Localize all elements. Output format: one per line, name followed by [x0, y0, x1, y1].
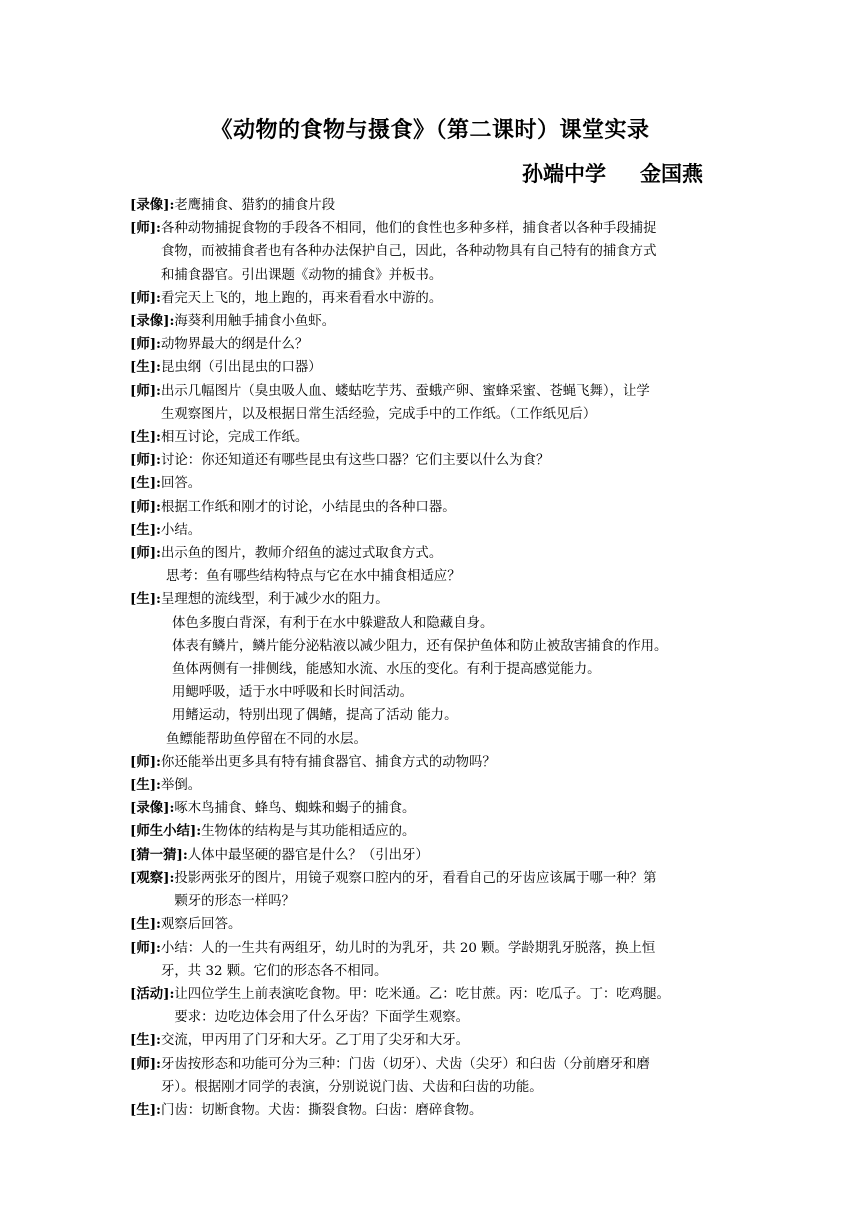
entry-line: 根据工作纸和刚才的讨论，小结昆虫的各种口器。 — [161, 499, 456, 515]
entry-line: 海葵利用触手捕食小鱼虾。 — [174, 314, 336, 330]
entry-line: 看完天上飞的，地上跑的，再来看看水中游的。 — [161, 290, 443, 306]
entry-line: 动物界最大的纲是什么？ — [161, 337, 309, 353]
entry-line: 昆虫纲（引出昆虫的口器） — [161, 360, 322, 376]
entry-line: 小结。 — [161, 522, 202, 538]
entry-text — [161, 287, 736, 310]
fish-features-list — [130, 612, 736, 751]
entry-line: 出示几幅图片（臭虫吸人血、蝼蛄吃芋艿、蚕蛾产卵、蜜蜂采蜜、苍蝇飞舞），让学 — [161, 383, 650, 399]
transcript-entry — [130, 844, 736, 867]
entry-text — [161, 751, 736, 774]
speaker-tag: [生]: — [130, 916, 162, 933]
fish-feature-line: 鱼鳔能帮助鱼停留在不同的水层。 — [166, 731, 367, 747]
transcript-entry — [130, 867, 736, 913]
transcript-entry — [130, 287, 736, 310]
transcript-body — [130, 194, 736, 1122]
speaker-tag: [师]: — [130, 1055, 162, 1072]
entry-text — [161, 333, 736, 356]
speaker-tag: [师]: — [130, 498, 162, 515]
transcript-entry — [130, 983, 736, 1029]
entry-text — [161, 588, 736, 611]
think-question: 思考：鱼有哪些结构特点与它在水中捕食相适应？ — [166, 569, 461, 585]
transcript-entry — [130, 426, 736, 449]
transcript-entry — [130, 751, 736, 774]
entry-line: 交流，甲丙用了门牙和大牙。乙丁用了尖牙和大牙。 — [161, 1033, 469, 1049]
transcript-entry — [130, 194, 736, 217]
transcript-entry — [130, 1029, 736, 1052]
transcript-entry — [130, 472, 736, 495]
entry-line: 呈理想的流线型，利于减少水的阻力。 — [161, 592, 389, 608]
transcript-entry — [130, 797, 736, 820]
entry-text — [161, 1053, 736, 1099]
transcript-entry — [130, 774, 736, 797]
speaker-tag: [录像]: — [130, 197, 175, 213]
entry-line: 讨论：你还知道还有哪些昆虫有这些口器？它们主要以什么为食？ — [161, 453, 550, 469]
entry-line: 食物，而被捕食者也有各种办法保护自己，因此，各种动物具有自己特有的捕食方式 — [161, 244, 657, 260]
author-school: 孙端中学 — [522, 161, 606, 186]
entry-line: 生观察图片，以及根据日常生活经验，完成手中的工作纸。（工作纸见后） — [161, 406, 597, 422]
transcript-entry — [130, 449, 736, 472]
entry-text — [188, 844, 736, 867]
speaker-tag: [生]: — [130, 475, 162, 492]
fish-feature-line: 体表有鳞片，鳞片能分泌粘液以减少阻力，还有保护鱼体和防止被敌害捕食的作用。 — [172, 638, 668, 654]
speaker-tag: [生]: — [130, 1032, 162, 1049]
entry-line: 要求：边吃边体会用了什么牙齿？下面学生观察。 — [174, 1010, 469, 1026]
entry-line: 举倒。 — [161, 778, 202, 794]
speaker-tag: [生]: — [130, 429, 162, 446]
entry-line: 老鹰捕食、猎豹的捕食片段 — [174, 198, 336, 213]
entry-line: 啄木鸟捕食、蜂鸟、蜘蛛和蝎子的捕食。 — [174, 801, 416, 817]
speaker-tag: [观察]: — [130, 869, 175, 886]
entry-line: 生物体的结构是与其功能相适应的。 — [201, 824, 416, 840]
transcript-entry — [130, 588, 736, 611]
transcript-section-1 — [130, 194, 736, 565]
entry-text — [161, 496, 736, 519]
fish-feature-line: 用鳍运动，特别出现了偶鳍，提高了活动 能力。 — [172, 708, 458, 724]
entry-text — [161, 1099, 736, 1122]
speaker-tag: [师]: — [130, 382, 162, 399]
entry-line: 小结：人的一生共有两组牙，幼儿时的为乳牙，共 20 颗。学龄期乳牙脱落，换上恒 — [161, 940, 656, 956]
entry-line: 回答。 — [161, 476, 202, 492]
speaker-tag: [师]: — [130, 753, 162, 770]
speaker-tag: [录像]: — [130, 313, 175, 330]
entry-line: 人体中最坚硬的器官是什么？（引出牙） — [187, 847, 429, 863]
speaker-tag: [师]: — [130, 220, 162, 237]
transcript-section-2 — [130, 751, 736, 1122]
speaker-tag: [师]: — [130, 939, 162, 956]
transcript-entry — [130, 913, 736, 936]
transcript-entry — [130, 1053, 736, 1099]
entry-line: 各种动物捕捉食物的手段各不相同，他们的食性也多种多样，捕食者以各种手段捕捉 — [161, 221, 657, 237]
speaker-tag: [师生小结]: — [130, 823, 202, 840]
speaker-tag: [猜一猜]: — [130, 846, 188, 863]
speaker-tag: [生]: — [130, 521, 162, 538]
entry-text — [161, 472, 736, 495]
fish-feature-line: 体色多腹白背深，有利于在水中躲避敌人和隐藏自身。 — [172, 615, 494, 631]
transcript-entry — [130, 496, 736, 519]
entry-text — [174, 983, 736, 1029]
entry-text — [174, 867, 736, 913]
entry-text — [161, 519, 736, 542]
entry-line: 牙齿按形态和功能可分为三种：门齿（切牙）、犬齿（尖牙）和臼齿（分前磨牙和磨 — [161, 1056, 650, 1072]
transcript-entry — [130, 310, 736, 333]
entry-line: 相互讨论，完成工作纸。 — [161, 430, 309, 446]
speaker-tag: [生]: — [130, 359, 162, 376]
speaker-tag: [生]: — [130, 591, 162, 608]
entry-text — [161, 217, 736, 287]
document-title: 《动物的食物与摄食》（第二课时）课堂实录 — [210, 117, 650, 143]
entry-line: 让四位学生上前表演吃食物。甲：吃米通。乙：吃甘蔗。丙：吃瓜子。丁：吃鸡腿。 — [174, 986, 670, 1002]
transcript-entry — [130, 937, 736, 983]
entry-text — [201, 820, 736, 843]
entry-text — [174, 797, 736, 820]
author-line — [522, 158, 703, 188]
transcript-entry — [130, 542, 736, 565]
author-name: 金国燕 — [640, 161, 703, 186]
entry-line: 观察后回答。 — [161, 917, 242, 933]
entry-line: 出示鱼的图片，教师介绍鱼的滤过式取食方式。 — [161, 546, 443, 562]
entry-line: 牙）。根据刚才同学的表演，分别说说门齿、犬齿和臼齿的功能。 — [161, 1079, 543, 1095]
entry-text — [161, 356, 736, 379]
entry-text — [161, 913, 736, 936]
transcript-entry — [130, 217, 736, 287]
entry-text — [161, 542, 736, 565]
speaker-tag: [生]: — [130, 777, 162, 794]
transcript-entry — [130, 820, 736, 843]
speaker-tag: [师]: — [130, 336, 162, 353]
speaker-tag: [生]: — [130, 1101, 162, 1118]
entry-text — [161, 937, 736, 983]
entry-line: 和捕食器官。引出课题《动物的捕食》并板书。 — [161, 267, 443, 283]
transcript-entry — [130, 380, 736, 426]
entry-line: 颗牙的形态一样吗？ — [174, 894, 295, 910]
speaker-tag: [录像]: — [130, 800, 175, 817]
transcript-entry — [130, 333, 736, 356]
entry-line: 牙，共 32 颗。它们的形态各不相同。 — [161, 963, 388, 979]
entry-line: 门齿：切断食物。犬齿：撕裂食物。臼齿：磨碎食物。 — [161, 1102, 483, 1118]
entry-line: 你还能举出更多具有特有捕食器官、捕食方式的动物吗？ — [161, 754, 496, 770]
entry-line: 投影两张牙的图片，用镜子观察口腔内的牙，看看自己的牙齿应该属于哪一种？第 — [174, 870, 657, 886]
entry-text — [174, 310, 736, 333]
entry-text — [161, 449, 736, 472]
transcript-entry — [130, 1099, 736, 1122]
speaker-tag: [活动]: — [130, 985, 175, 1002]
entry-text — [161, 774, 736, 797]
speaker-tag: [师]: — [130, 545, 162, 562]
speaker-tag: [师]: — [130, 452, 162, 469]
transcript-entry — [130, 519, 736, 542]
entry-text — [174, 194, 736, 217]
transcript-entry — [130, 356, 736, 379]
entry-text — [161, 426, 736, 449]
speaker-tag: [师]: — [130, 289, 162, 306]
entry-text — [161, 380, 736, 426]
entry-text — [161, 1029, 736, 1052]
fish-feature-line: 用鳃呼吸，适于水中呼吸和长时间活动。 — [172, 685, 414, 701]
fish-feature-line: 鱼体两侧有一排侧线，能感知水流、水压的变化。有利于提高感觉能力。 — [172, 662, 601, 678]
